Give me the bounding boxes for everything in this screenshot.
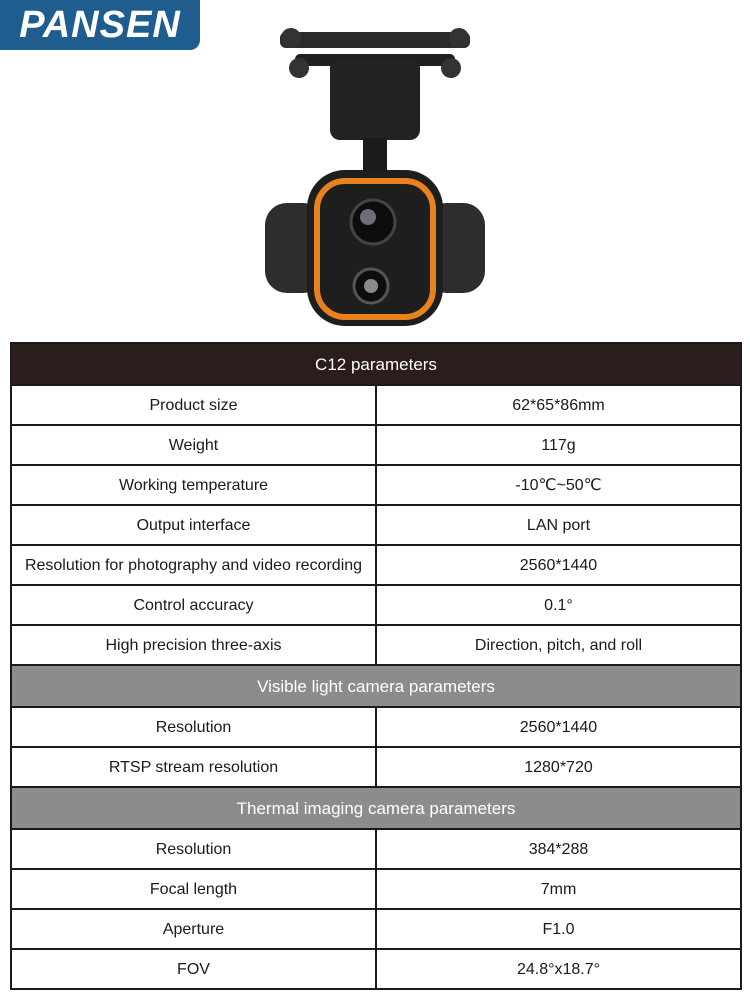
row-label: Aperture — [11, 909, 376, 949]
row-label: FOV — [11, 949, 376, 989]
row-value: 2560*1440 — [376, 707, 741, 747]
row-label: High precision three-axis — [11, 625, 376, 665]
row-label: Focal length — [11, 869, 376, 909]
row-label: Working temperature — [11, 465, 376, 505]
table-row — [11, 505, 741, 545]
table-header-thermal: Thermal imaging camera parameters — [11, 787, 741, 829]
row-value: Direction, pitch, and roll — [376, 625, 741, 665]
row-value: -10℃~50℃ — [376, 465, 741, 505]
row-value: F1.0 — [376, 909, 741, 949]
row-value: 2560*1440 — [376, 545, 741, 585]
brand-logo-text: PANSEN — [19, 3, 181, 46]
table-header-visible: Visible light camera parameters — [11, 665, 741, 707]
row-label: Product size — [11, 385, 376, 425]
spec-table — [10, 342, 742, 990]
row-value: 62*65*86mm — [376, 385, 741, 425]
row-value: 0.1° — [376, 585, 741, 625]
row-label: Output interface — [11, 505, 376, 545]
row-label: Control accuracy — [11, 585, 376, 625]
table-row — [11, 869, 741, 909]
table-row — [11, 425, 741, 465]
table-row — [11, 747, 741, 787]
table-row — [11, 625, 741, 665]
table-row — [11, 545, 741, 585]
row-value: 384*288 — [376, 829, 741, 869]
table-row — [11, 385, 741, 425]
row-value: LAN port — [376, 505, 741, 545]
brand-logo — [0, 0, 200, 50]
table-header-c12: C12 parameters — [11, 343, 741, 385]
row-label: Resolution for photography and video recording — [11, 545, 376, 585]
table-row — [11, 909, 741, 949]
table-row — [11, 585, 741, 625]
row-label: RTSP stream resolution — [11, 747, 376, 787]
row-value: 7mm — [376, 869, 741, 909]
row-value: 1280*720 — [376, 747, 741, 787]
table-row — [11, 465, 741, 505]
row-value: 24.8°x18.7° — [376, 949, 741, 989]
row-label: Resolution — [11, 829, 376, 869]
row-value: 117g — [376, 425, 741, 465]
table-row — [11, 707, 741, 747]
gimbal-camera-image — [255, 18, 495, 336]
table-row — [11, 949, 741, 989]
table-row — [11, 829, 741, 869]
row-label: Resolution — [11, 707, 376, 747]
row-label: Weight — [11, 425, 376, 465]
